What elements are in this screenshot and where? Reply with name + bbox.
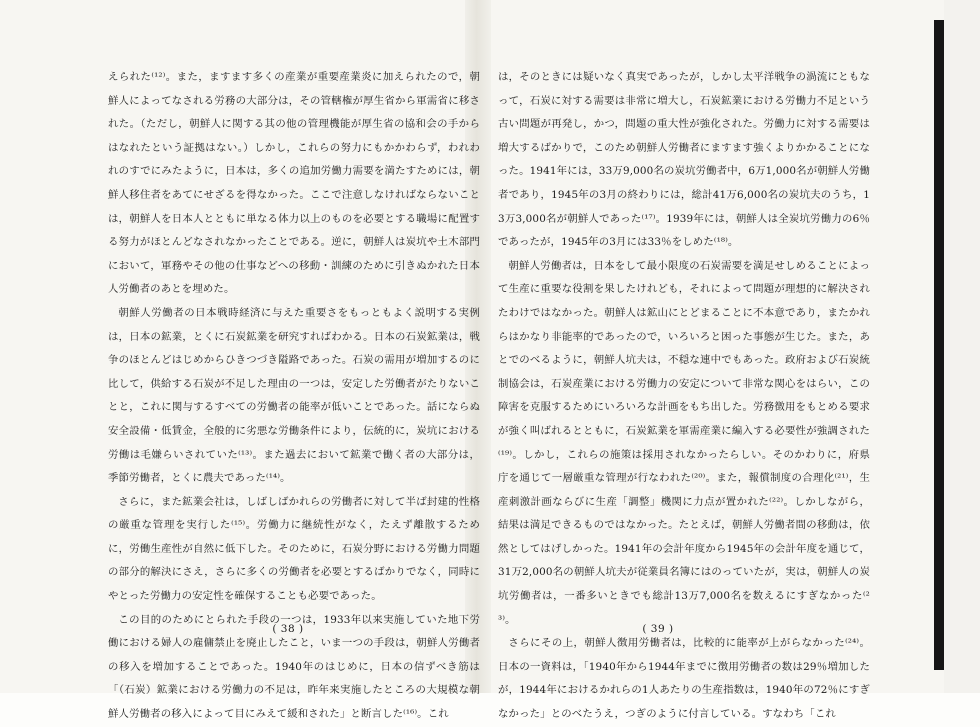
page-number-left: ( 38 ) bbox=[272, 623, 304, 635]
scan-edge-shadow bbox=[934, 20, 944, 670]
page-number-right: ( 39 ) bbox=[642, 623, 674, 635]
scan-margin bbox=[944, 0, 980, 693]
right-paragraph-2: 朝鮮人労働者は，日本をして最小限度の石炭需要を満足せしめることによって生産に重要な役割を果したけれども，それによって問題が理想的に解決されたわけではなかった。朝鮮人は鉱山にとどまることに不本意であり，またかれらはかなり非能率的であったので，いろいろと困った事態が生じた。また，あとでのべるように，朝鮮人坑夫は，不穏な連中でもあった。政府および石炭統制協会は，石炭産業における労働力の安定について非常な関心をはらい，この障害を克服するためにいろいろな計画をもち出した。労務徴用をもとめる要求が強く叫ばれるとともに，石炭鉱業を軍需産業に編入する必要性が強調された⁽¹⁹⁾。しかし，これらの施策は採用されなかったらしい。そのかわりに，府県庁を通じて一層厳重な管理が行なわれた⁽²⁰⁾。また，報償制度の合理化⁽²¹⁾，生産刺激計画ならびに生産「調整」機関に力点が置かれた⁽²²⁾。しかしながら，結果は満足できるものではなかった。たとえば，朝鮮人労働者間の移動は，依然としてはげしかった。1941年の会計年度から1945年の会計年度を通じて，31万2,000名の朝鮮人坑夫が従業員名簿にはのっていたが，実は，朝鮮人の炭坑労働者は，一番多いときでも総計13万7,000名を数えるにすぎなかった⁽²³⁾。 bbox=[498, 259, 870, 626]
left-paragraph-1: えられた⁽¹²⁾。また，ますます多くの産業が重要産業炎に加えられたので，朝鮮人によってなされる労務の大部分は，その管轄権が厚生省から軍需省に移された。（ただし，朝鮮人に関する其の他の管理機能が厚生省の協和会の手からはなれたという証拠はない。）しかし，これらの努力にもかかわらず，われわれのすでにみたように，日本は，多くの追加労働力需要を満たすためには，朝鮮人移住者をあてにせざるを得なかった。ここで注意しなければならないことは，朝鮮人を日本人とともに単なる体力以上のものを必要とする職場に配置する努力がほとんどなされなかったことである。逆に，朝鮮人は炭坑や土木部門において，軍務やその他の仕事などへの移動・訓練のために引きぬかれた日本人労働者のあとを埋めた。 bbox=[108, 71, 480, 296]
right-paragraph-1: は，そのときには疑いなく真実であったが，しかし太平洋戦争の渦流にともなって，石炭に対する需要は非常に増大し，石炭鉱業における労働力不足という古い問題が再発し，かつ，問題の重大性が強化された。労働力に対する需要は増大するばかりで，このため朝鮮人労働者にますます強くよりかかることになった。1941年には，33万9,000名の炭坑労働者中，6万1,000名が朝鮮人労働者であり，1945年の3月の終わりには，総計41万6,000名の炭坑夫のうち，13万3,000名が朝鮮人であった⁽¹⁷⁾。1939年には，朝鮮人は全炭坑労働力の6％であったが，1945年の3月には33％をしめた⁽¹⁸⁾。 bbox=[498, 71, 870, 249]
left-paragraph-2: 朝鮮人労働者の日本戦時経済に与えた重要さをもっともよく説明する実例は，日本の鉱業，とくに石炭鉱業を研究すればわかる。日本の石炭鉱業は，戦争のほとんどはじめからひきつづき隘路であった。石炭の需用が増加するのに比して，供給する石炭が不足した理由の一つは，安定した労働者がたりないことと，これに関与するすべての労働者の能率が低いことであった。話にならぬ安全設備・低賃金，全般的に劣悪な労働条件により，伝統的に，炭坑における労働は毛嫌らいされていた⁽¹³⁾。また過去において鉱業で働く者の大部分は，季節労働者，とくに農夫であった⁽¹⁴⁾。 bbox=[108, 306, 480, 485]
left-paragraph-3: さらに，また鉱業会社は，しばしばかれらの労働者に対して半ば封建的性格の厳重な管理を実行した⁽¹⁵⁾。労働力に継続性がなく，たえず離散するために，労働生産性が自然に低下した。そのために，石炭分野における労働力問題の部分的解決にさえ，さらに多くの労働者を必要とするばかりでなく，同時にやとった労働力の安定性を確保することも必要であった。 bbox=[108, 495, 480, 603]
left-paragraph-4: この目的のためにとられた手段の一つは，1933年以来実施していた地下労働における婦人の雇傭禁止を廃止したこと，いま一つの手段は，朝鮮人労働者の移入を増加することであった。1940年のはじめに，日本の信ずべき筋は「（石炭）鉱業における労働力の不足は，昨年来実施したところの大規模な朝鮮人労働者の移入によって目にみえて緩和された」と断言した⁽¹⁶⁾。これ bbox=[108, 613, 480, 721]
right-paragraph-3: さらにその上，朝鮮人徴用労働者は，比較的に能率が上がらなかった⁽²⁴⁾。日本の一資料は，「1940年から1944年までに徴用労働者の数は29％増加したが，1944年におけるかれらの1人あたりの生産指数は，1940年の72％にすぎなかった」とのべたうえ，つぎのように付言している。すなわち「これ bbox=[498, 637, 870, 721]
